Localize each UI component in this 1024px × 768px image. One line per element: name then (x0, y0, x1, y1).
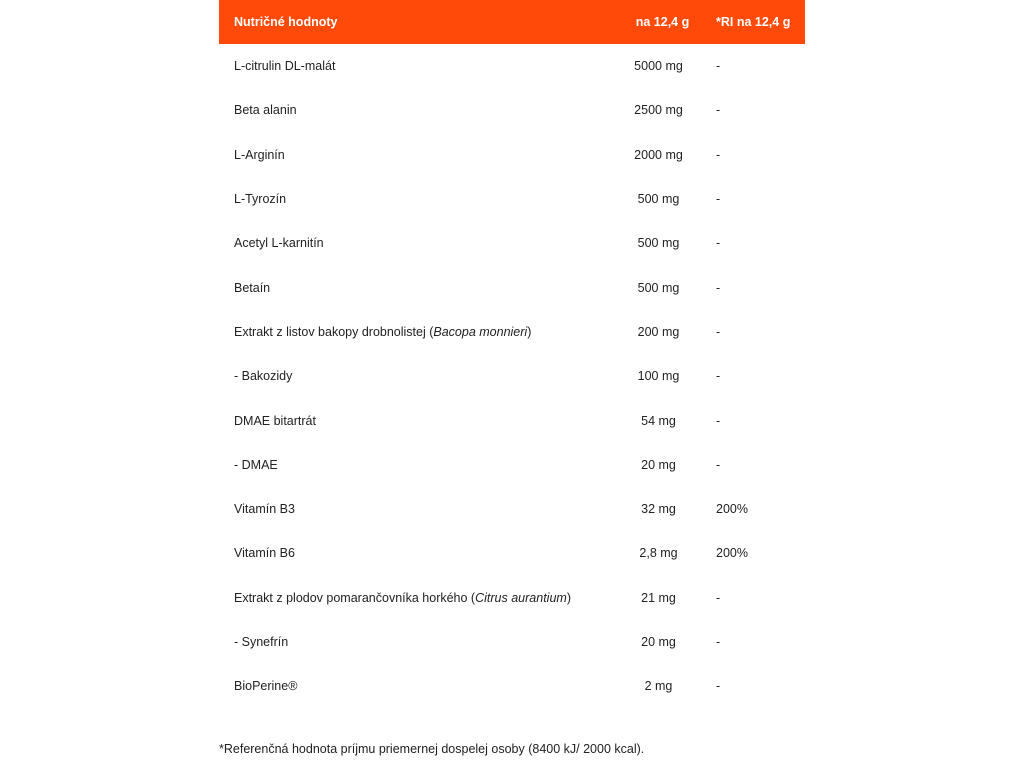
table-row (219, 265, 805, 309)
table-row (219, 487, 805, 531)
row-ri: - (716, 192, 721, 207)
row-ri: - (716, 103, 721, 118)
table-row (219, 664, 805, 708)
table-row (219, 576, 805, 620)
table-row (219, 310, 805, 354)
row-name: Vitamín B3 (234, 502, 295, 517)
row-amount: 100 mg (637, 369, 680, 384)
row-ri: - (716, 147, 721, 162)
row-amount: 20 mg (641, 635, 676, 649)
row-name: Acetyl L-karnitín (234, 236, 324, 251)
row-name-prefix: Extrakt z listov bakopy drobnolistej ( (234, 324, 434, 339)
row-name: L-citrulin DL-malát (234, 59, 336, 74)
row-name-latin: Bacopa monnieri (433, 324, 528, 339)
row-name (219, 310, 609, 354)
row-name (219, 576, 609, 620)
row-amount: 2000 mg (634, 147, 683, 162)
row-amount: 54 mg (641, 413, 676, 428)
row-ri: - (716, 679, 721, 694)
row-ri: - (716, 413, 721, 428)
row-amount: 21 mg (641, 590, 676, 605)
row-amount: 500 mg (637, 280, 680, 295)
header-amount-per-serving: na 12,4 g (635, 15, 690, 29)
row-name: Beta alanin (234, 103, 297, 118)
row-name: - Bakozidy (234, 369, 293, 384)
row-ri: - (716, 369, 721, 384)
row-amount: 500 mg (637, 236, 680, 251)
row-ri: - (716, 635, 721, 649)
row-amount: 500 mg (637, 192, 680, 207)
row-ri: - (716, 457, 721, 472)
table-row (219, 88, 805, 132)
table-row (219, 620, 805, 664)
row-name: - DMAE (234, 457, 278, 472)
table-header-row (219, 0, 805, 44)
header-reference-intake: *RI na 12,4 g (716, 15, 791, 29)
table-row (219, 531, 805, 575)
row-amount: 2,8 mg (639, 546, 678, 561)
row-name: Vitamín B6 (234, 546, 295, 561)
table-row (219, 133, 805, 177)
table-row (219, 398, 805, 442)
reference-intake-footnote: *Referenčná hodnota príjmu priemernej dospelej osoby (8400 kJ/ 2000 kcal). (219, 742, 645, 756)
row-name-suffix: ) (527, 324, 532, 339)
table-row (219, 221, 805, 265)
row-name: BioPerine® (234, 679, 298, 694)
row-amount: 32 mg (641, 502, 676, 517)
row-amount: 2 mg (644, 679, 673, 694)
row-name-suffix: ) (566, 590, 571, 605)
row-amount: 200 mg (637, 324, 680, 339)
row-ri: - (716, 236, 721, 251)
row-name: L-Tyrozín (234, 192, 287, 207)
row-name: DMAE bitartrát (234, 413, 316, 428)
table-row (219, 354, 805, 398)
row-ri: - (716, 280, 721, 295)
row-ri: - (716, 590, 721, 605)
row-amount: 20 mg (641, 457, 676, 472)
row-name: - Synefrín (234, 635, 289, 649)
row-name-latin: Citrus aurantium (475, 590, 567, 605)
row-amount: 2500 mg (634, 103, 683, 118)
table-row (219, 44, 805, 88)
row-ri: 200% (716, 546, 748, 561)
row-ri: - (716, 324, 721, 339)
row-name: L-Arginín (234, 147, 285, 162)
row-ri: 200% (716, 502, 748, 517)
row-name: Betaín (234, 280, 271, 295)
nutrition-table (219, 0, 805, 708)
row-name-prefix: Extrakt z plodov pomarančovníka horkého ( (234, 590, 476, 605)
table-row (219, 177, 805, 221)
row-amount: 5000 mg (634, 59, 683, 74)
header-nutrition-values: Nutričné hodnoty (234, 15, 338, 29)
row-ri: - (716, 59, 721, 74)
table-row (219, 443, 805, 487)
